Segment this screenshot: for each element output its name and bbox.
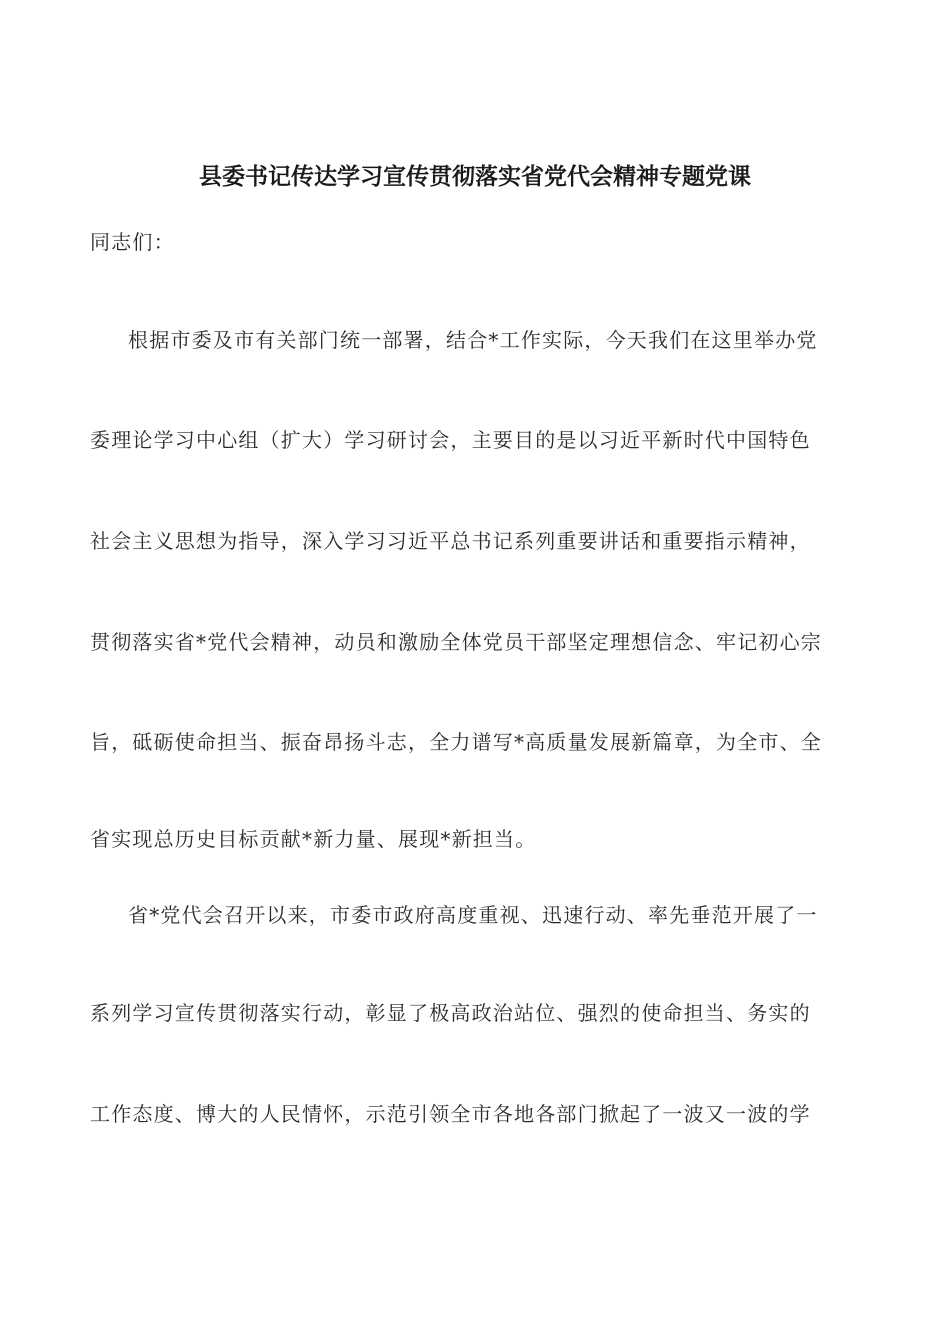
paragraph-1-line-5: 旨，砥砺使命担当、振奋昂扬斗志，全力谱写*高质量发展新篇章，为全市、全 — [90, 730, 822, 754]
paragraph-2-line-3: 工作态度、博大的人民情怀，示范引领全市各地各部门掀起了一波又一波的学 — [90, 1102, 811, 1126]
paragraph-2-line-1: 省*党代会召开以来，市委市政府高度重视、迅速行动、率先垂范开展了一 — [128, 903, 818, 927]
paragraph-1-line-2: 委理论学习中心组（扩大）学习研讨会，主要目的是以习近平新时代中国特色 — [90, 428, 811, 452]
document-title: 县委书记传达学习宣传贯彻落实省党代会精神专题党课 — [199, 163, 751, 190]
paragraph-1-line-3: 社会主义思想为指导，深入学习习近平总书记系列重要讲话和重要指示精神， — [90, 529, 811, 553]
salutation: 同志们： — [90, 230, 175, 254]
paragraph-2-line-2: 系列学习宣传贯彻落实行动，彰显了极高政治站位、强烈的使命担当、务实的 — [90, 1001, 811, 1025]
paragraph-1-line-1: 根据市委及市有关部门统一部署，结合*工作实际，今天我们在这里举办党 — [128, 328, 818, 352]
paragraph-1-line-6: 省实现总历史目标贡献*新力量、展现*新担当。 — [90, 827, 537, 851]
paragraph-1-line-4: 贯彻落实省*党代会精神，动员和激励全体党员干部坚定理想信念、牢记初心宗 — [90, 630, 822, 654]
